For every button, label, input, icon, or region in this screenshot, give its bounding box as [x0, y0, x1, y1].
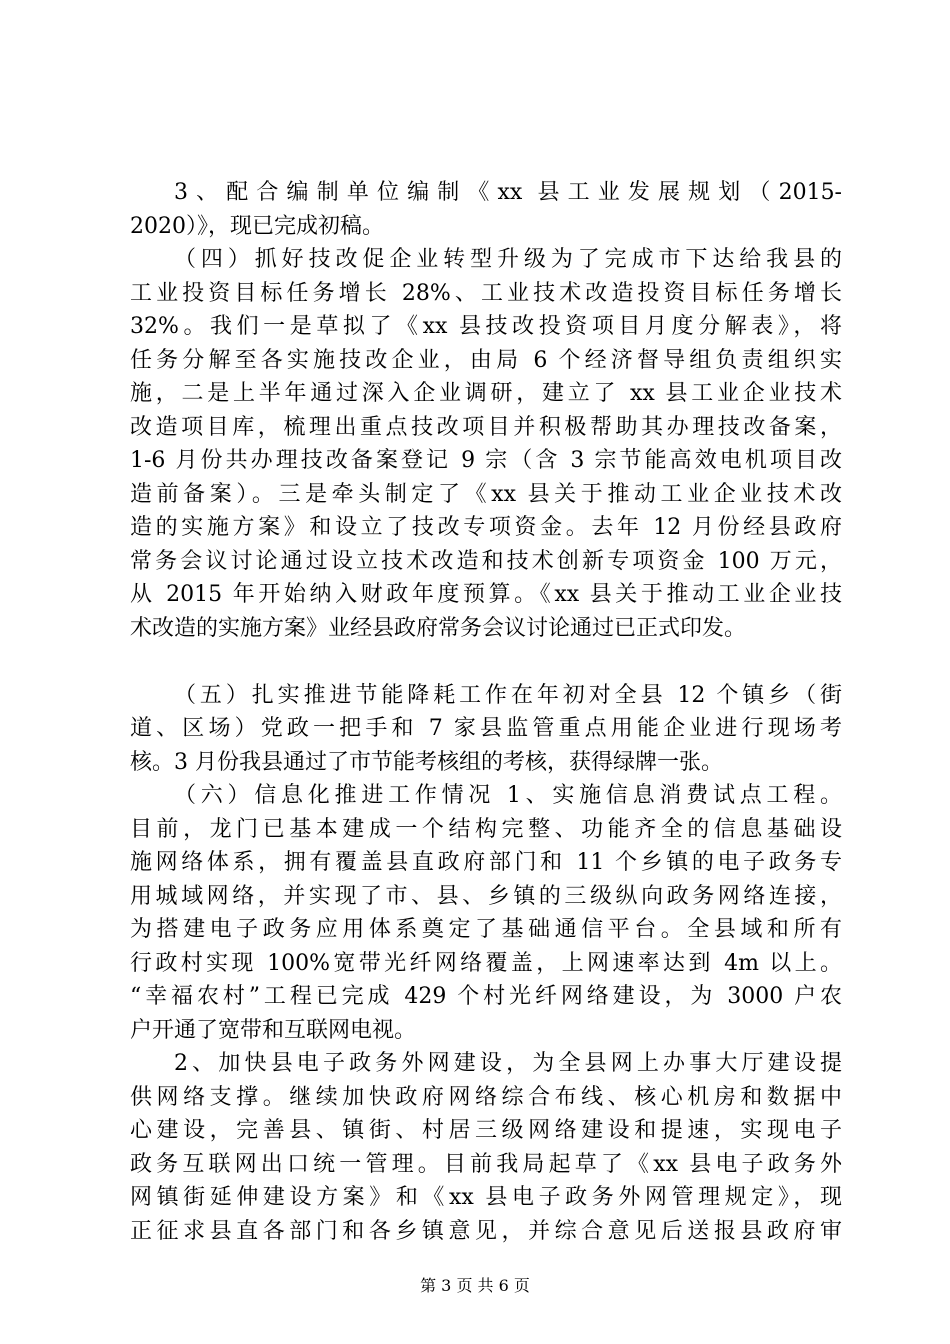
paragraph-section-6 [130, 779, 842, 1047]
text-line: 施，二是上半年通过深入企业调研，建立了 xx 县工业企业技术 [130, 381, 842, 406]
document-body [130, 176, 842, 1248]
paragraph-spacer [130, 645, 842, 679]
text-line: 核。3 月份我县通过了市节能考核组的考核，获得绿牌一张。 [130, 749, 723, 775]
text-line: 政务互联网出口统一管理。目前我局起草了《xx 县电子政务外 [130, 1151, 842, 1177]
text-line: 1-6 月份共办理技改备案登记 9 宗（含 3 宗节能高效电机项目改 [130, 448, 842, 473]
text-line: 工业投资目标任务增长 28%、工业技术改造投资目标任务增长 [130, 280, 842, 306]
text-line: 任务分解至各实施技改企业，由局 6 个经济督导组负责组织实 [130, 347, 842, 373]
paragraph-section-4 [130, 243, 842, 645]
paragraph-item-2 [130, 1047, 842, 1248]
text-line: （五）扎实推进节能降耗工作在年初对全县 12 个镇乡（街 [174, 682, 842, 708]
text-line: 从 2015 年开始纳入财政年度预算。《xx 县关于推动工业企业技 [130, 582, 842, 607]
text-line: 造的实施方案》和设立了技改专项资金。去年 12 月份经县政府 [130, 515, 842, 540]
text-line: 为搭建电子政务应用体系奠定了基础通信平台。全县域和所有 [130, 917, 842, 942]
text-line: 供网络支撑。继续加快政府网络综合布线、核心机房和数据中 [130, 1084, 842, 1110]
text-line: 2、加快县电子政务外网建设，为全县网上办事大厅建设提 [174, 1051, 842, 1076]
text-line: “幸福农村”工程已完成 429 个村光纤网络建设，为 3000 户农 [130, 984, 842, 1009]
text-line: 户开通了宽带和互联网电视。 [130, 1017, 417, 1043]
text-line: （四）抓好技改促企业转型升级为了完成市下达给我县的 [174, 247, 842, 272]
paragraph-item-3 [130, 176, 842, 243]
text-line: （六）信息化推进工作情况 1、实施信息消费试点工程。 [174, 783, 842, 808]
text-line: 正征求县直各部门和各乡镇意见，并综合意见后送报县政府审 [130, 1218, 842, 1244]
text-line: 3、配合编制单位编制《xx 县工业发展规划（2015- [174, 180, 842, 205]
text-line: 目前，龙门已基本建成一个结构完整、功能齐全的信息基础设 [130, 816, 842, 842]
text-line: 网镇街延伸建设方案》和《xx 县电子政务外网管理规定》，现 [130, 1185, 842, 1210]
text-line: 改造项目库，梳理出重点技改项目并积极帮助其办理技改备案， [130, 414, 842, 440]
text-line: 施网络体系，拥有覆盖县直政府部门和 11 个乡镇的电子政务专 [130, 850, 842, 875]
text-line: 常务会议讨论通过设立技术改造和技术创新专项资金 100 万元， [130, 548, 842, 574]
text-line: 行政村实现 100%宽带光纤网络覆盖，上网速率达到 4m 以上。 [130, 950, 842, 976]
paragraph-section-5 [130, 679, 842, 780]
text-line: 用城域网络，并实现了市、县、乡镇的三级纵向政务网络连接， [130, 883, 842, 909]
text-line: 2020）》，现已完成初稿。 [130, 213, 384, 239]
text-line: 术改造的实施方案》业经县政府常务会议讨论通过已正式印发。 [130, 615, 747, 641]
text-line: 造前备案）。三是牵头制定了《xx 县关于推动工业企业技术改 [130, 481, 842, 507]
page-number-footer: 第 3 页 共 6 页 [420, 1276, 530, 1295]
text-line: 心建设，完善县、镇街、村居三级网络建设和提速，实现电子 [130, 1118, 842, 1143]
text-line: 32%。我们一是草拟了《xx 县技改投资项目月度分解表》，将 [130, 314, 842, 339]
text-line: 道、区场）党政一把手和 7 家县监管重点用能企业进行现场考 [130, 716, 842, 741]
